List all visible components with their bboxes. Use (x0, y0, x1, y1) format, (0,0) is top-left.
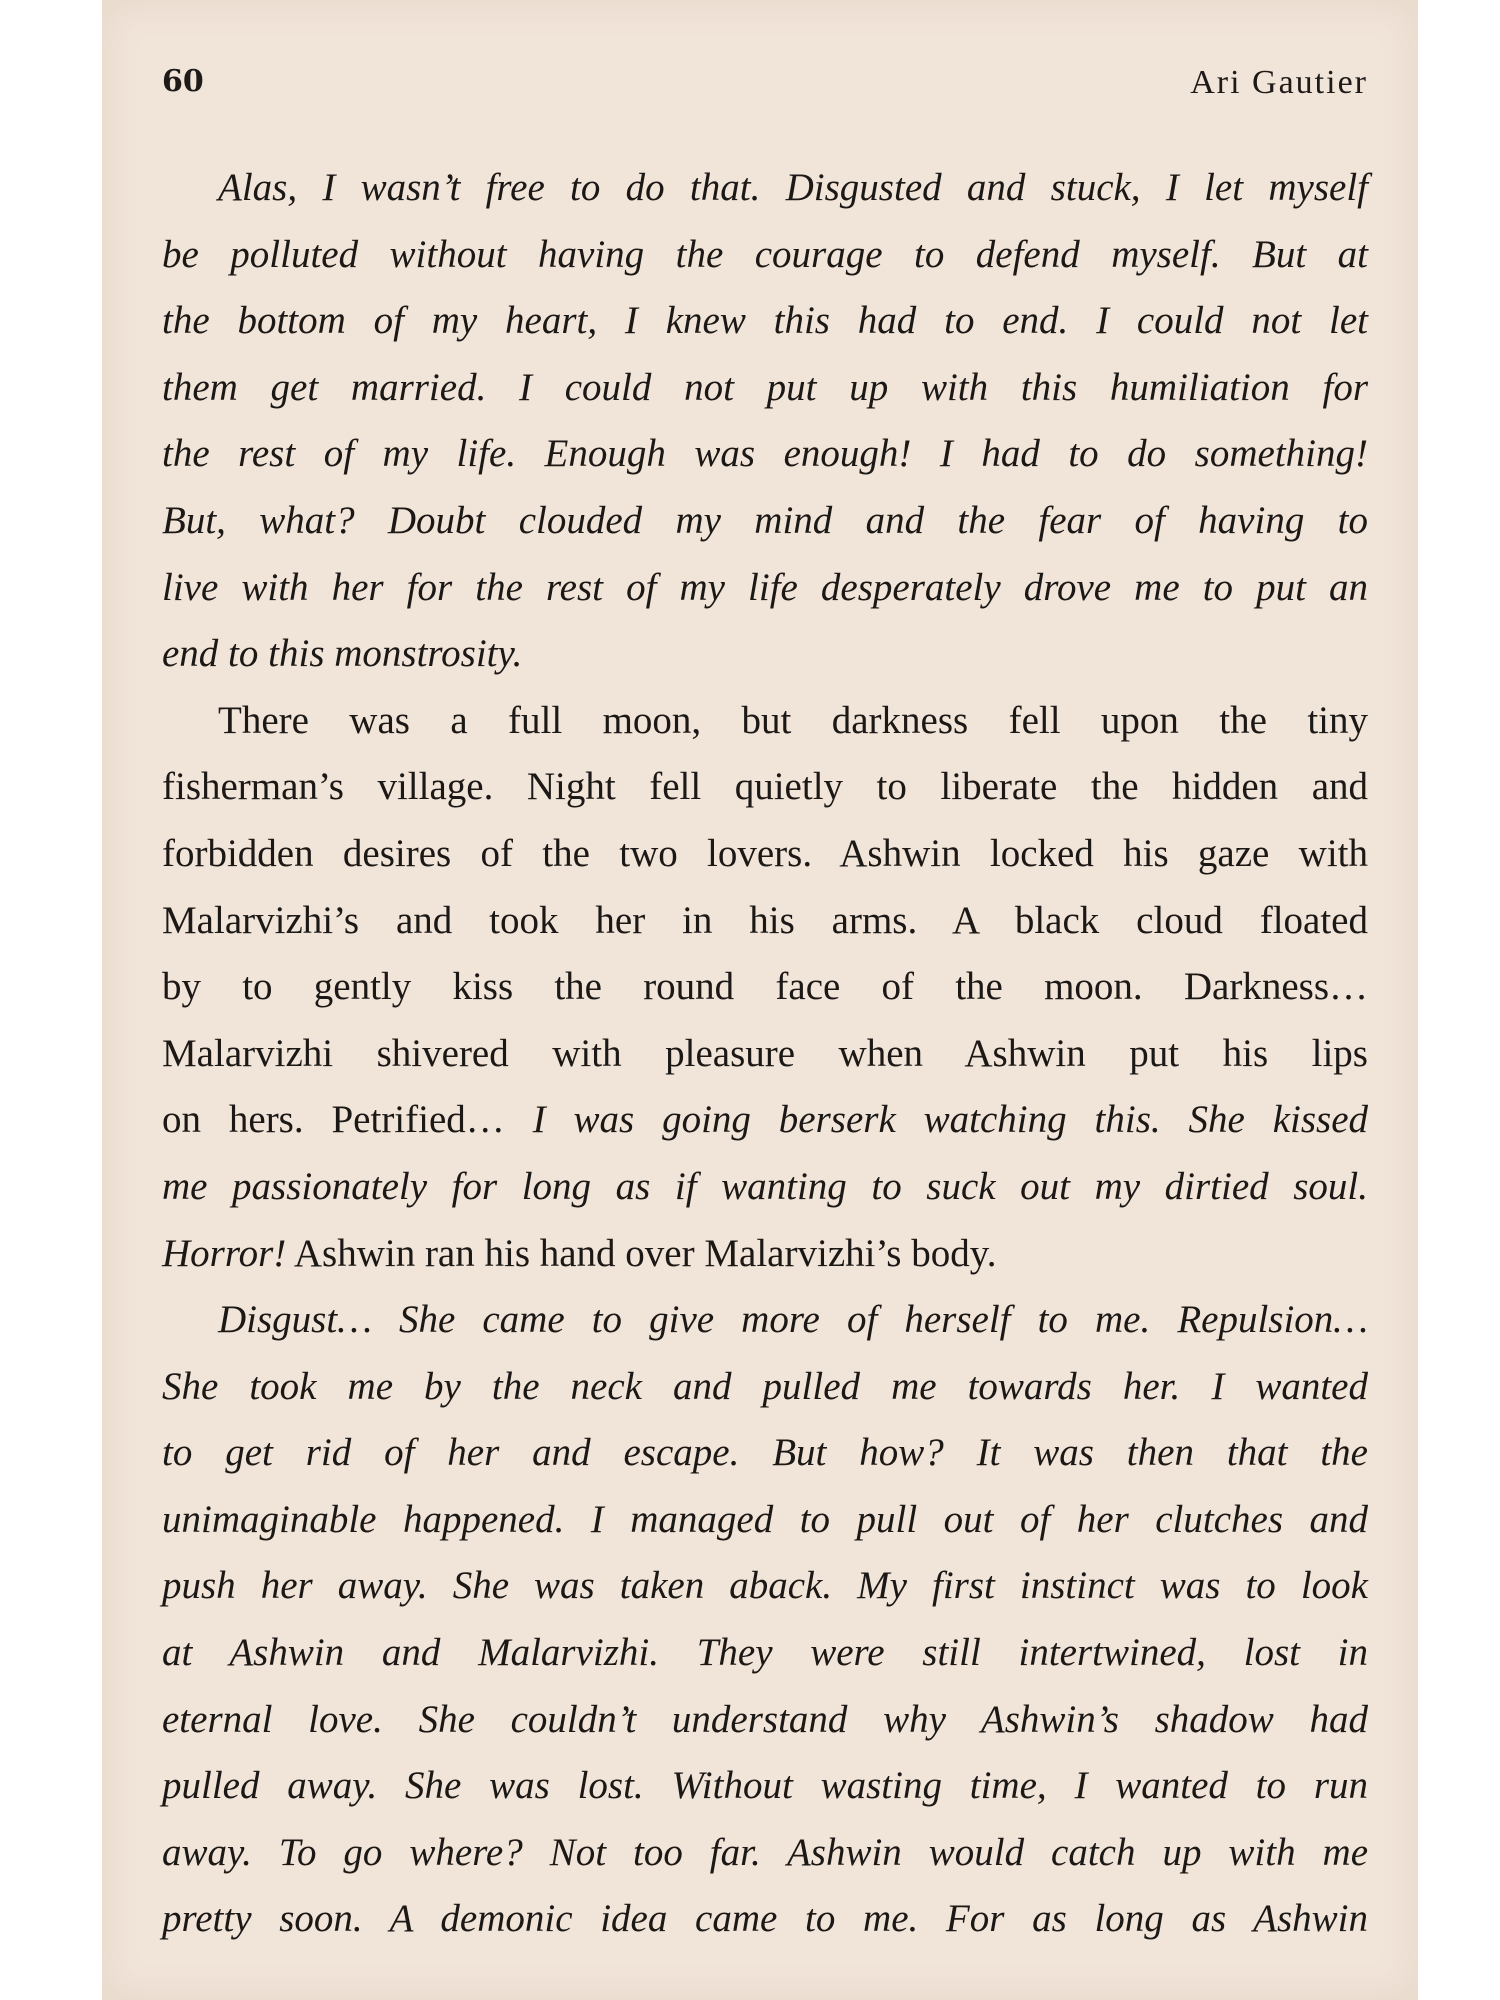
text-line: eternal love. She couldn’t understand why Ashwin’s shadow had (162, 1697, 1368, 1741)
text-run: Horror! (162, 1231, 287, 1275)
text-line: Malarvizhi’s and took her in his arms. A black cloud floated (162, 898, 1368, 942)
text-line: live with her for the rest of my life desperately drove me to put an (162, 565, 1368, 609)
text-line: push her away. She was taken aback. My first instinct was to look (162, 1564, 1368, 1608)
text-line: the bottom of my heart, I knew this had to end. I could not let (162, 299, 1368, 343)
text-line: end to this monstrosity. (162, 632, 523, 676)
text-line: But, what? Doubt clouded my mind and the fear of having to (162, 498, 1368, 542)
text-line: be polluted without having the courage to defend myself. But at (162, 232, 1368, 276)
body-text (162, 155, 1368, 1953)
text-line: at Ashwin and Malarvizhi. They were still intertwined, lost in (162, 1631, 1368, 1675)
running-head: Ari Gautier (1190, 64, 1368, 101)
text-line: forbidden desires of the two lovers. Ashwin locked his gaze with (162, 831, 1368, 875)
text-run: on hers. Petrified… (162, 1098, 533, 1142)
text-line: pretty soon. A demonic idea came to me. For as long as Ashwin (162, 1897, 1368, 1941)
text-line: unimaginable happened. I managed to pull out of her clutches and (162, 1497, 1368, 1541)
text-line: the rest of my life. Enough was enough! I had to do something! (162, 432, 1368, 476)
text-line: There was a full moon, but darkness fell upon the tiny (218, 698, 1368, 742)
text-line: away. To go where? Not too far. Ashwin would catch up with me (162, 1830, 1368, 1874)
text-run: I was going berserk watching this. She kissed (532, 1098, 1369, 1142)
text-line (162, 1221, 1368, 1288)
text-line: Disgust… She came to give more of herself to me. Repulsion… (218, 1298, 1368, 1342)
page-number: 60 (162, 64, 204, 99)
text-line: fisherman’s village. Night fell quietly to liberate the hidden and (162, 765, 1368, 809)
text-run: Ashwin ran his hand over Malarvizhi’s body. (286, 1231, 997, 1275)
text-line: Alas, I wasn’t free to do that. Disgusted and stuck, I let myself (218, 166, 1368, 209)
text-line: She took me by the neck and pulled me towards her. I wanted (162, 1364, 1368, 1408)
text-line: by to gently kiss the round face of the moon. Darkness… (162, 965, 1368, 1009)
text-line: me passionately for long as if wanting to suck out my dirtied soul. (162, 1164, 1368, 1208)
text-line: to get rid of her and escape. But how? It was then that the (162, 1431, 1368, 1475)
text-line (162, 1087, 1368, 1154)
text-line: Malarvizhi shivered with pleasure when Ashwin put his lips (162, 1031, 1368, 1075)
text-line: pulled away. She was lost. Without wasting time, I wanted to run (162, 1764, 1368, 1808)
text-line: them get married. I could not put up with this humiliation for (162, 365, 1368, 409)
